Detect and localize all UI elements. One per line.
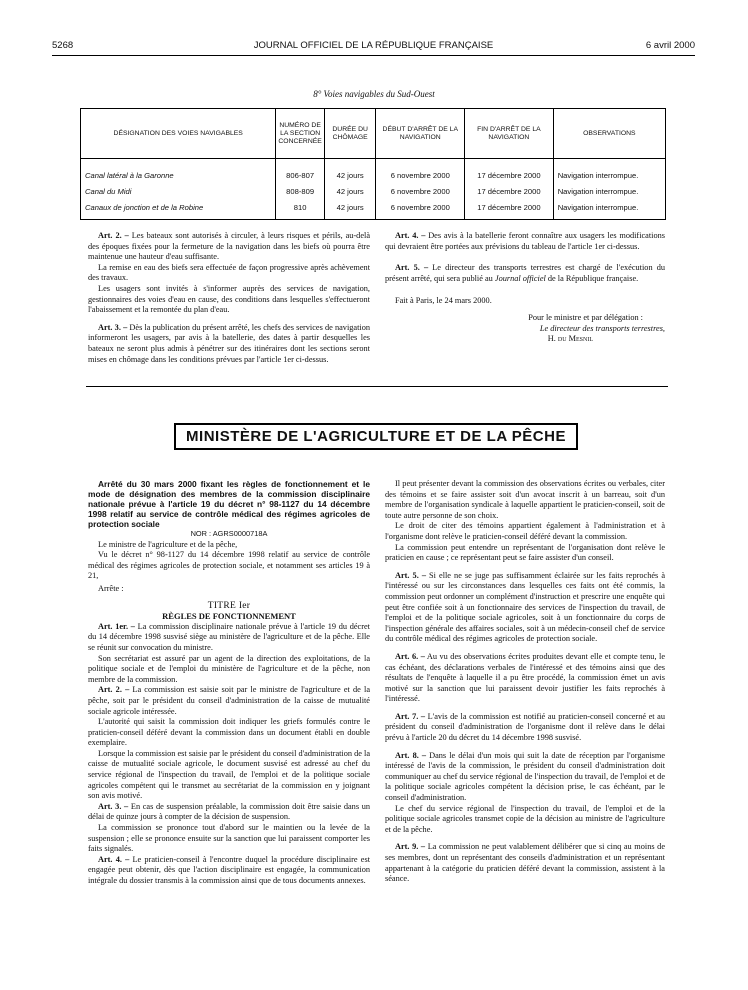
arrete-line: Arrête : [98,583,124,593]
paragraph: La commission se prononce tout d'abord sur le maintien ou la levée de la suspension ; elle se prononce ensuite sur la sanction que lui paraissent comporter les faits signalés. [88,823,370,854]
fait-line: Fait à Paris, le 24 mars 2000. [395,296,492,306]
obs-cell: Navigation interrompue. [553,199,665,220]
titre-heading: TITRE Ier [207,600,251,611]
ministry-banner: MINISTÈRE DE L'AGRICULTURE ET DE LA PÊCHE [174,423,578,450]
issue-date: 6 avril 2000 [645,40,695,51]
paragraph [385,751,665,804]
debut-cell: 6 novembre 2000 [376,199,465,220]
col-header: FIN D'ARRÊT DE LA NAVIGATION [465,109,554,159]
article-label: Art. 2. – [98,685,130,695]
section-rule [86,386,668,387]
paragraph-text: Les bateaux sont autorisés à circuler, à leurs risques et périls, au-delà des époques fixées pour la fermeture de la navigation dans les biefs où pourra être maintenue une hauteur d'eau suffisante. [88,231,371,262]
obs-cell: Navigation interrompue. [553,183,665,199]
paragraph [385,712,665,744]
paragraph: L'autorité qui saisit la commission doit indiquer les griefs formulés contre le praticien-conseil déféré devant la commission dans un document établi en double exemplaire. [88,717,370,748]
voie-cell: Canal du Midi [81,183,276,199]
paragraph: Il peut présenter devant la commission des observations écrites ou verbales, citer des témoins et se faire assister soit d'un avocat inscrit à un barreau, soit d'un membre de l'organisation syndicale à laquelle appartient le praticien-conseil, soit de toute autre personne de son choix. [385,479,665,520]
paragraph-text: L'avis de la commission est notifié au praticien-conseil concerné et au président du conseil d'administration de l'organisme dont il relève dans le délai prévu à l'article 20 du décret du 14 décembre 1998 susvisé. [385,711,666,743]
numero-cell: 806-807 [276,159,324,184]
paragraph [88,622,370,654]
article-label: Art. 4. – [395,231,426,240]
running-header [52,40,695,54]
arrete-title: Arrêté du 30 mars 2000 fixant les règles de fonctionnement et le mode de désignation des membres de la commission disciplinaire nationale prévue à l'article 19 du décret n° 98-1127 du 14 décembre 1998 relatif au service de contrôle médical des régimes agricoles de protection sociale [88,479,370,529]
journal-name: Journal officiel [494,273,546,283]
paragraph: La remise en eau des biefs sera effectuée de façon progressive après achèvement des travaux. [88,262,370,283]
article-label: Art. 7. – [395,711,426,721]
paragraph: Vu le décret n° 98-1127 du 14 décembre 1998 relatif au service de contrôle médical des régimes agricoles de protection sociale, et notamment ses articles 19 à 21, [88,550,370,581]
paragraph-text: Dès la publication du présent arrêté, les chefs des services de navigation informeront les usagers, par avis à la batellerie, des dates à partir desquelles les bateaux ne seront plus admis à pénétrer sur des itinéraires dont les sections seront mises en chômage dans les conditions prévues par l'article 1er ci-dessus. [88,322,370,364]
regles-heading: RÈGLES DE FONCTIONNEMENT [162,611,296,622]
fin-cell: 17 décembre 2000 [465,199,554,220]
table-row [81,183,666,199]
article-label: Art. 2. – [98,231,129,240]
bottom-right-column [385,479,665,885]
paragraph [385,231,665,252]
article-label: Art. 3. – [98,801,129,811]
paragraph [385,571,665,645]
duree-cell: 42 jours [324,159,376,184]
header-rule [52,55,695,56]
paragraph [385,842,665,884]
nor-reference: NOR : AGRS0000718A [190,529,268,538]
paragraph-text: La commission disciplinaire nationale prévue à l'article 19 du décret du 14 décembre 1998 susvisé siège au ministère de l'agriculture et de la pêche. Elle se réunit sur convocation du ministre. [88,621,370,652]
paragraph: Lorsque la commission est saisie par le président du conseil d'administration de la caisse de mutualité sociale agricole, le document susvisé est adressé au chef du service régional de l'inspection du travail, de l'emploi et de la politique sociale agricoles compétent qui le transmet au secrétariat de la commission en y joignant son avis motivé. [88,748,371,801]
paragraph: Son secrétariat est assuré par un agent de la direction des exploitations, de la politique sociale et de l'emploi du ministère de l'agriculture et de la pêche, non membre de la commission. [88,653,370,684]
article-label: Art. 5. – [395,263,429,273]
paragraph-text: de la République française. [547,273,639,283]
article-label: Art. 6. – [395,651,425,661]
duree-cell: 42 jours [324,199,376,220]
page-number: 5268 [52,40,74,51]
paragraph: La commission peut entendre un représentant de l'organisation dont relève le praticien en cause ; ce représentant peut se faire assister d'un conseil. [385,542,665,563]
debut-cell: 6 novembre 2000 [376,159,465,184]
paragraph-text: Dans le délai d'un mois qui suit la date de réception par l'organisme intéressé de l'avis de la commission, le président du conseil d'administration doit communiquer au chef du service régional de l'inspection du travail, de l'emploi et de la politique sociale agricoles compétent la décision prise, le cas échéant, par le conseil d'administration. [385,750,666,803]
duree-cell: 42 jours [324,183,376,199]
navigation-table [80,108,666,220]
voie-cell: Canal latéral à la Garonne [81,159,276,184]
col-header: NUMÉRO DE LA SECTION CONCERNÉE [276,109,324,159]
signature-title: Le directeur des transports terrestres, [539,323,665,333]
table-row [81,159,666,184]
paragraph [88,855,370,887]
paragraph [88,231,370,263]
paragraph-text: Au vu des observations écrites produites devant elle et compte tenu, le cas échéant, des déclarations verbales de l'intéressé et des témoins ainsi que des résultats de l'enquête à laquelle il a pu être procédé, la commission émet un avis motivé sur la sanction que lui paraissent devoir justifier les faits reprochés à l'intéressé. [385,651,665,704]
numero-cell: 808-809 [276,183,324,199]
paragraph-text: La commission est saisie soit par le ministre de l'agriculture et de la pêche, soit par le président du conseil d'administration de la caisse de mutualité sociale agricole intéressée. [88,685,371,716]
paragraph-text: Le praticien-conseil à l'encontre duquel la procédure disciplinaire est engagée peut obtenir, dès que l'action disciplinaire est engagée, la communication intégrale du dossier transmis à la commission ainsi que de tous documents annexes. [88,854,371,885]
col-header: DURÉE DU CHÔMAGE [324,109,376,159]
paragraph [385,263,665,284]
signature-line: Pour le ministre et par délégation : [528,312,643,322]
bottom-left-column [88,479,370,887]
debut-cell: 6 novembre 2000 [376,183,465,199]
voie-cell: Canaux de jonction et de la Robine [81,199,276,220]
article-label: Art. 5. – [395,570,426,580]
article-label: Art. 3. – [98,322,128,332]
top-left-column [88,231,370,365]
paragraph-text: Le directeur des transports terrestres est chargé de l'exécution du présent arrêté, qui sera publié au [385,263,666,283]
table-row [81,199,666,220]
section-title: 8° Voies navigables du Sud-Ouest [313,89,435,99]
table-header-row [81,109,666,159]
paragraph [385,652,665,705]
col-header: OBSERVATIONS [553,109,665,159]
article-label: Art. 1er. – [98,621,135,631]
paragraph-text: La commission ne peut valablement délibérer que si cinq au moins de ses membres, dont un représentant des conseils d'administration et un représentant appartenant à la catégorie du praticien déféré devant la commission, assistent à la séance. [385,842,666,884]
article-label: Art. 8. – [395,750,427,760]
paragraph: Le ministre de l'agriculture et de la pêche, [98,539,238,549]
paragraph [88,323,370,365]
paragraph: Le droit de citer des témoins appartient également à l'administration et à l'organisme dont relève le praticien-conseil déféré devant la commission. [385,521,665,541]
journal-title: JOURNAL OFFICIEL DE LA RÉPUBLIQUE FRANÇAISE [253,40,494,51]
col-header: DÉBUT D'ARRÊT DE LA NAVIGATION [376,109,465,159]
signature-name: H. du Mesnil [547,334,593,344]
fin-cell: 17 décembre 2000 [465,183,554,199]
paragraph-text: Des avis à la batellerie feront connaître aux usagers les modifications qui devraient être portées aux prévisions du tableau de l'article 1er ci-dessus. [385,231,665,251]
paragraph: Le chef du service régional de l'inspection du travail, de l'emploi et de la politique sociale agricoles transmet copie de la décision au ministre de l'agriculture et de la pêche. [385,803,665,834]
col-header: DÉSIGNATION DES VOIES NAVIGABLES [81,109,276,159]
paragraph [88,802,370,823]
fin-cell: 17 décembre 2000 [465,159,554,184]
obs-cell: Navigation interrompue. [553,159,665,184]
article-label: Art. 4. – [98,854,130,864]
paragraph-text: Si elle ne se juge pas suffisamment éclairée sur les faits reprochés à l'intéressé ou sur les circonstances dans lesquelles ces faits ont été commis, la commission peut ordonner un complément d'instruction et prescrire une enquête qui peut être confiée soit à un fonctionnaire des services de l'inspection du travail, de l'emploi et de la politique sociale agricoles, soit à un fonctionnaire du corps de l'inspection générale des affaires sociales, soit à un médecin-conseil chef de service du contrôle médical des régimes agricoles de protection sociale. [385,570,666,644]
article-label: Art. 9. – [395,842,426,852]
paragraph: Les usagers sont invités à s'informer auprès des services de navigation, gestionnaires des voies d'eau en cause, des conditions dans lesquelles s'effectueront l'abaissement et la remontée du plan d'eau. [88,283,370,315]
top-right-column [385,231,665,345]
paragraph-text: En cas de suspension préalable, la commission doit être saisie dans un délai de quinze jours à compter de la décision de suspension. [88,801,371,822]
numero-cell: 810 [276,199,324,220]
paragraph [88,685,370,717]
